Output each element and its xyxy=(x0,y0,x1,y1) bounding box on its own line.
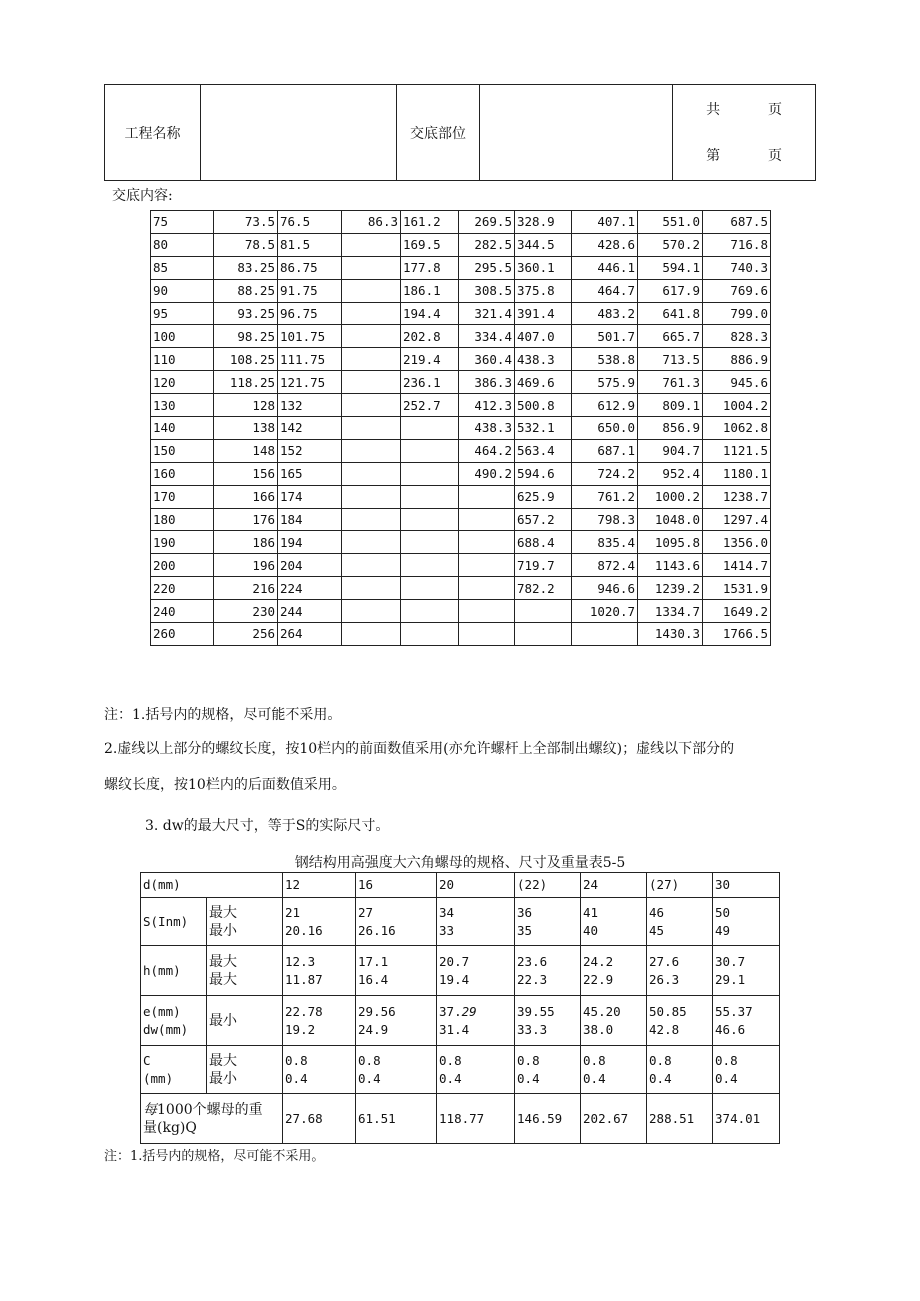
bolt-table-row xyxy=(151,325,771,348)
bolt-table-cell xyxy=(459,577,515,600)
bolt-table-cell: 809.1 xyxy=(638,394,703,417)
c-cell: 0.8 0.4 xyxy=(283,1046,356,1094)
bolt-table-cell: 1062.8 xyxy=(703,417,771,440)
bolt-table-cell xyxy=(401,577,459,600)
bolt-table-row xyxy=(151,371,771,394)
bolt-table-cell xyxy=(342,233,401,256)
d-value: 30 xyxy=(713,873,780,898)
bolt-table-cell: 86.75 xyxy=(278,256,342,279)
bolt-table-cell: 202.8 xyxy=(401,325,459,348)
bolt-table-cell xyxy=(515,600,572,623)
h-sub-labels: 最大 最大 xyxy=(207,946,283,996)
s-cell: 36 35 xyxy=(515,898,581,946)
bolt-table-cell xyxy=(401,531,459,554)
bolt-table-cell xyxy=(342,600,401,623)
bolt-table-cell: 165 xyxy=(278,462,342,485)
bolt-table-row xyxy=(151,462,771,485)
bolt-table-cell: 170 xyxy=(151,485,214,508)
bolt-table-cell: 1649.2 xyxy=(703,600,771,623)
d-value: 12 xyxy=(283,873,356,898)
bolt-table-row xyxy=(151,233,771,256)
bolt-table-cell: 446.1 xyxy=(572,256,638,279)
bolt-table-cell: 563.4 xyxy=(515,439,572,462)
bolt-table-cell: 713.5 xyxy=(638,348,703,371)
nut-table xyxy=(140,872,780,1144)
bolt-table-cell: 108.25 xyxy=(214,348,278,371)
bolt-table-cell xyxy=(342,508,401,531)
bolt-table-cell: 464.7 xyxy=(572,279,638,302)
c-label: C (mm) xyxy=(141,1046,207,1094)
bolt-table-row xyxy=(151,256,771,279)
bolt-table xyxy=(150,210,771,646)
bolt-table-cell: 570.2 xyxy=(638,233,703,256)
bolt-table-cell: 142 xyxy=(278,417,342,440)
bolt-table-cell: 1531.9 xyxy=(703,577,771,600)
bolt-table-cell: 252.7 xyxy=(401,394,459,417)
bolt-table-cell xyxy=(342,417,401,440)
bolt-table-cell: 594.1 xyxy=(638,256,703,279)
bolt-table-cell: 121.75 xyxy=(278,371,342,394)
bolt-table-cell: 1095.8 xyxy=(638,531,703,554)
bolt-table-cell: 200 xyxy=(151,554,214,577)
bolt-table-cell xyxy=(342,554,401,577)
bolt-table-cell xyxy=(515,623,572,646)
bolt-table-cell: 946.6 xyxy=(572,577,638,600)
bolt-table-cell: 95 xyxy=(151,302,214,325)
bolt-table-cell xyxy=(342,325,401,348)
h-label: h(mm) xyxy=(141,946,207,996)
bolt-table-cell xyxy=(459,554,515,577)
page-unit: 页 xyxy=(768,147,782,164)
bolt-table-cell xyxy=(401,462,459,485)
d-value: 20 xyxy=(437,873,515,898)
s-row xyxy=(141,898,780,946)
bolt-table-cell: 98.25 xyxy=(214,325,278,348)
e-cell: 39.55 33.3 xyxy=(515,996,581,1046)
h-cell: 30.7 29.1 xyxy=(713,946,780,996)
bolt-table-cell xyxy=(342,279,401,302)
bolt-table-cell xyxy=(342,577,401,600)
bolt-table-cell: 407.0 xyxy=(515,325,572,348)
bolt-table-cell xyxy=(342,531,401,554)
s-sub-labels: 最大 最小 xyxy=(207,898,283,946)
bolt-table-cell: 761.2 xyxy=(572,485,638,508)
bolt-table-cell: 538.8 xyxy=(572,348,638,371)
c-cell: 0.8 0.4 xyxy=(581,1046,647,1094)
bolt-table-cell: 308.5 xyxy=(459,279,515,302)
bolt-table-row xyxy=(151,554,771,577)
bolt-table-cell: 236.1 xyxy=(401,371,459,394)
s-cell: 41 40 xyxy=(581,898,647,946)
bolt-table-cell xyxy=(459,485,515,508)
bolt-table-cell: 101.75 xyxy=(278,325,342,348)
c-cell: 0.8 0.4 xyxy=(437,1046,515,1094)
bolt-table-cell: 78.5 xyxy=(214,233,278,256)
c-cell: 0.8 0.4 xyxy=(647,1046,713,1094)
current-label: 第 xyxy=(706,147,721,164)
bolt-table-cell: 1004.2 xyxy=(703,394,771,417)
total-label: 共 xyxy=(706,101,721,118)
bolt-table-cell: 500.8 xyxy=(515,394,572,417)
bolt-table-cell: 532.1 xyxy=(515,417,572,440)
bolt-table-cell: 88.25 xyxy=(214,279,278,302)
bolt-table-cell: 269.5 xyxy=(459,211,515,234)
bolt-table-row xyxy=(151,439,771,462)
bolt-table-cell: 594.6 xyxy=(515,462,572,485)
bolt-table-cell: 1239.2 xyxy=(638,577,703,600)
bolt-table-cell: 501.7 xyxy=(572,325,638,348)
e-cell: 22.78 19.2 xyxy=(283,996,356,1046)
bolt-table-cell: 148 xyxy=(214,439,278,462)
bolt-table-cell: 724.2 xyxy=(572,462,638,485)
bolt-table-cell: 464.2 xyxy=(459,439,515,462)
bolt-table-cell: 180 xyxy=(151,508,214,531)
bolt-table-cell xyxy=(342,394,401,417)
c-cell: 0.8 0.4 xyxy=(515,1046,581,1094)
bolt-table-cell: 85 xyxy=(151,256,214,279)
bolt-table-cell: 76.5 xyxy=(278,211,342,234)
bolt-table-cell: 612.9 xyxy=(572,394,638,417)
c-cell: 0.8 0.4 xyxy=(356,1046,437,1094)
bolt-table-cell: 166 xyxy=(214,485,278,508)
d-label: d(mm) xyxy=(141,873,283,898)
h-row xyxy=(141,946,780,996)
bolt-table-cell xyxy=(401,554,459,577)
bolt-table-cell xyxy=(342,256,401,279)
bolt-table-row xyxy=(151,417,771,440)
bolt-table-cell xyxy=(401,485,459,508)
e-cell: 50.85 42.8 xyxy=(647,996,713,1046)
bolt-table-cell: 174 xyxy=(278,485,342,508)
weight-value: 118.77 xyxy=(437,1094,515,1144)
bolt-table-row xyxy=(151,623,771,646)
location-value xyxy=(480,85,673,181)
bolt-table-cell: 360.4 xyxy=(459,348,515,371)
bolt-table-cell: 130 xyxy=(151,394,214,417)
bolt-table-cell: 194 xyxy=(278,531,342,554)
bolt-table-cell: 761.3 xyxy=(638,371,703,394)
bolt-table-cell: 1238.7 xyxy=(703,485,771,508)
bolt-table-cell: 177.8 xyxy=(401,256,459,279)
bolt-table-cell: 90 xyxy=(151,279,214,302)
page-count xyxy=(673,85,816,181)
bolt-table-cell xyxy=(342,348,401,371)
bolt-table-cell xyxy=(342,485,401,508)
project-name-label: 工程名称 xyxy=(105,85,201,181)
bolt-table-cell: 334.4 xyxy=(459,325,515,348)
bolt-table-row xyxy=(151,577,771,600)
bolt-table-cell: 438.3 xyxy=(515,348,572,371)
note-1: 注：1.括号内的规格，尽可能不采用。 xyxy=(104,707,342,723)
bolt-table-cell xyxy=(401,439,459,462)
bolt-table-cell: 83.25 xyxy=(214,256,278,279)
bolt-table-cell: 1356.0 xyxy=(703,531,771,554)
bolt-table-cell: 952.4 xyxy=(638,462,703,485)
bolt-table-cell: 321.4 xyxy=(459,302,515,325)
bolt-table-cell: 204 xyxy=(278,554,342,577)
bolt-table-row xyxy=(151,394,771,417)
bolt-table-cell xyxy=(401,417,459,440)
bolt-table-cell: 176 xyxy=(214,508,278,531)
bolt-table-cell: 111.75 xyxy=(278,348,342,371)
bolt-table-cell: 872.4 xyxy=(572,554,638,577)
content-label: 交底内容: xyxy=(112,188,173,204)
bolt-table-cell: 657.2 xyxy=(515,508,572,531)
bolt-table-cell: 169.5 xyxy=(401,233,459,256)
bolt-table-cell: 1766.5 xyxy=(703,623,771,646)
bolt-table-cell: 93.25 xyxy=(214,302,278,325)
header-table xyxy=(104,84,816,181)
bolt-table-cell: 328.9 xyxy=(515,211,572,234)
bolt-table-cell: 80 xyxy=(151,233,214,256)
bolt-table-cell: 438.3 xyxy=(459,417,515,440)
h-cell: 24.2 22.9 xyxy=(581,946,647,996)
bolt-table-cell: 1180.1 xyxy=(703,462,771,485)
e-cell: 29.56 24.9 xyxy=(356,996,437,1046)
s-cell: 34 33 xyxy=(437,898,515,946)
current-page-row xyxy=(676,143,812,169)
bolt-table-cell: 1430.3 xyxy=(638,623,703,646)
bolt-table-cell: 224 xyxy=(278,577,342,600)
bolt-table-cell: 1048.0 xyxy=(638,508,703,531)
location-label: 交底部位 xyxy=(396,85,480,181)
h-cell: 23.6 22.3 xyxy=(515,946,581,996)
bolt-table-row xyxy=(151,508,771,531)
bolt-table-cell: 73.5 xyxy=(214,211,278,234)
bolt-table-cell: 160 xyxy=(151,462,214,485)
page-unit: 页 xyxy=(768,101,782,118)
bolt-table-cell: 688.4 xyxy=(515,531,572,554)
d-value: 16 xyxy=(356,873,437,898)
bolt-table-row xyxy=(151,211,771,234)
bolt-table-cell xyxy=(342,302,401,325)
c-sub-labels: 最大 最小 xyxy=(207,1046,283,1094)
bolt-table-cell: 282.5 xyxy=(459,233,515,256)
weight-value: 202.67 xyxy=(581,1094,647,1144)
bolt-table-cell: 184 xyxy=(278,508,342,531)
nut-table-note: 注：1.括号内的规格，尽可能不采用。 xyxy=(104,1149,325,1164)
h-cell: 27.6 26.3 xyxy=(647,946,713,996)
bolt-table-cell xyxy=(342,439,401,462)
bolt-table-cell: 687.1 xyxy=(572,439,638,462)
s-cell: 50 49 xyxy=(713,898,780,946)
bolt-table-cell: 650.0 xyxy=(572,417,638,440)
s-cell: 27 26.16 xyxy=(356,898,437,946)
bolt-table-cell: 75 xyxy=(151,211,214,234)
bolt-table-cell: 118.25 xyxy=(214,371,278,394)
bolt-table-cell: 391.4 xyxy=(515,302,572,325)
bolt-table-cell: 665.7 xyxy=(638,325,703,348)
bolt-table-cell: 490.2 xyxy=(459,462,515,485)
bolt-table-cell: 386.3 xyxy=(459,371,515,394)
bolt-table-row xyxy=(151,348,771,371)
bolt-table-cell xyxy=(459,508,515,531)
bolt-table-cell: 1000.2 xyxy=(638,485,703,508)
bolt-table-cell: 156 xyxy=(214,462,278,485)
bolt-table-cell: 186 xyxy=(214,531,278,554)
weight-label: 每1000个螺母的重 量(kg)Q xyxy=(141,1094,283,1144)
bolt-table-cell: 641.8 xyxy=(638,302,703,325)
weight-value: 61.51 xyxy=(356,1094,437,1144)
bolt-table-cell: 428.6 xyxy=(572,233,638,256)
s-cell: 46 45 xyxy=(647,898,713,946)
bolt-table-cell: 186.1 xyxy=(401,279,459,302)
bolt-table-cell: 360.1 xyxy=(515,256,572,279)
bolt-table-cell: 190 xyxy=(151,531,214,554)
bolt-table-cell: 161.2 xyxy=(401,211,459,234)
bolt-table-cell: 138 xyxy=(214,417,278,440)
bolt-table-cell: 945.6 xyxy=(703,371,771,394)
project-name-value xyxy=(200,85,396,181)
bolt-table-cell: 835.4 xyxy=(572,531,638,554)
total-pages-row xyxy=(676,97,812,123)
bolt-table-cell: 687.5 xyxy=(703,211,771,234)
bolt-table-row xyxy=(151,302,771,325)
bolt-table-cell: 1143.6 xyxy=(638,554,703,577)
bolt-table-cell xyxy=(342,371,401,394)
d-row xyxy=(141,873,780,898)
bolt-table-cell: 551.0 xyxy=(638,211,703,234)
bolt-table-cell: 828.3 xyxy=(703,325,771,348)
s-cell: 21 20.16 xyxy=(283,898,356,946)
bolt-table-cell: 407.1 xyxy=(572,211,638,234)
h-cell: 20.7 19.4 xyxy=(437,946,515,996)
bolt-table-row xyxy=(151,279,771,302)
bolt-table-row xyxy=(151,485,771,508)
e-cell: 55.37 46.6 xyxy=(713,996,780,1046)
e-dw-label: e(mm) dw(mm) xyxy=(141,996,207,1046)
bolt-table-cell xyxy=(459,531,515,554)
bolt-table-cell xyxy=(342,623,401,646)
bolt-table-cell: 150 xyxy=(151,439,214,462)
bolt-table-cell: 216 xyxy=(214,577,278,600)
bolt-table-cell: 264 xyxy=(278,623,342,646)
bolt-table-cell: 625.9 xyxy=(515,485,572,508)
bolt-table-cell: 152 xyxy=(278,439,342,462)
bolt-table-cell: 769.6 xyxy=(703,279,771,302)
e-sub-label: 最小 xyxy=(207,996,283,1046)
e-dw-row xyxy=(141,996,780,1046)
bolt-table-cell: 260 xyxy=(151,623,214,646)
bolt-table-cell: 740.3 xyxy=(703,256,771,279)
weight-value: 374.01 xyxy=(713,1094,780,1144)
bolt-table-cell xyxy=(459,600,515,623)
bolt-table-cell: 1297.4 xyxy=(703,508,771,531)
bolt-table-cell: 91.75 xyxy=(278,279,342,302)
bolt-table-cell: 904.7 xyxy=(638,439,703,462)
d-value: (27) xyxy=(647,873,713,898)
nut-table-title: 钢结构用高强度大六角螺母的规格、尺寸及重量表5-5 xyxy=(294,855,626,871)
d-value: (22) xyxy=(515,873,581,898)
bolt-table-cell: 244 xyxy=(278,600,342,623)
weight-value: 288.51 xyxy=(647,1094,713,1144)
bolt-table-cell: 256 xyxy=(214,623,278,646)
bolt-table-cell: 1414.7 xyxy=(703,554,771,577)
bolt-table-cell: 617.9 xyxy=(638,279,703,302)
bolt-table-cell: 412.3 xyxy=(459,394,515,417)
bolt-table-cell xyxy=(342,462,401,485)
bolt-table-cell: 120 xyxy=(151,371,214,394)
weight-value: 27.68 xyxy=(283,1094,356,1144)
note-2-line-2: 螺纹长度，按10栏内的后面数值采用。 xyxy=(104,777,346,793)
bolt-table-cell: 375.8 xyxy=(515,279,572,302)
bolt-table-cell: 575.9 xyxy=(572,371,638,394)
bolt-table-cell: 240 xyxy=(151,600,214,623)
bolt-table-cell: 886.9 xyxy=(703,348,771,371)
bolt-table-cell: 132 xyxy=(278,394,342,417)
bolt-table-cell: 96.75 xyxy=(278,302,342,325)
h-cell: 12.3 11.87 xyxy=(283,946,356,996)
d-value: 24 xyxy=(581,873,647,898)
bolt-table-cell: 1121.5 xyxy=(703,439,771,462)
note-3: 3. dw的最大尺寸，等于S的实际尺寸。 xyxy=(145,818,390,834)
weight-row xyxy=(141,1094,780,1144)
note-2-line-1: 2.虚线以上部分的螺纹长度，按10栏内的前面数值采用(亦允许螺杆上全部制出螺纹)；虚线以下部分的 xyxy=(104,741,735,757)
bolt-table-cell: 230 xyxy=(214,600,278,623)
bolt-table-cell: 110 xyxy=(151,348,214,371)
bolt-table-cell: 86.3 xyxy=(342,211,401,234)
bolt-table-cell: 798.3 xyxy=(572,508,638,531)
bolt-table-cell: 100 xyxy=(151,325,214,348)
bolt-table-cell: 483.2 xyxy=(572,302,638,325)
bolt-table-cell: 1334.7 xyxy=(638,600,703,623)
bolt-table-cell: 716.8 xyxy=(703,233,771,256)
bolt-table-cell: 194.4 xyxy=(401,302,459,325)
bolt-table-cell xyxy=(459,623,515,646)
bolt-table-cell xyxy=(572,623,638,646)
bolt-table-cell xyxy=(401,508,459,531)
h-cell: 17.1 16.4 xyxy=(356,946,437,996)
bolt-table-row xyxy=(151,600,771,623)
bolt-table-cell: 856.9 xyxy=(638,417,703,440)
s-label: S(Inm) xyxy=(141,898,207,946)
e-cell: 37.29 31.4 xyxy=(437,996,515,1046)
bolt-table-cell: 719.7 xyxy=(515,554,572,577)
bolt-table-cell: 1020.7 xyxy=(572,600,638,623)
c-cell: 0.8 0.4 xyxy=(713,1046,780,1094)
bolt-table-row xyxy=(151,531,771,554)
bolt-table-cell: 782.2 xyxy=(515,577,572,600)
bolt-table-cell: 196 xyxy=(214,554,278,577)
bolt-table-cell xyxy=(401,600,459,623)
c-row xyxy=(141,1046,780,1094)
weight-value: 146.59 xyxy=(515,1094,581,1144)
e-cell: 45.20 38.0 xyxy=(581,996,647,1046)
bolt-table-cell xyxy=(401,623,459,646)
bolt-table-cell: 469.6 xyxy=(515,371,572,394)
bolt-table-cell: 81.5 xyxy=(278,233,342,256)
bolt-table-cell: 219.4 xyxy=(401,348,459,371)
bolt-table-cell: 344.5 xyxy=(515,233,572,256)
bolt-table-cell: 295.5 xyxy=(459,256,515,279)
bolt-table-cell: 799.0 xyxy=(703,302,771,325)
bolt-table-cell: 128 xyxy=(214,394,278,417)
bolt-table-cell: 220 xyxy=(151,577,214,600)
bolt-table-cell: 140 xyxy=(151,417,214,440)
